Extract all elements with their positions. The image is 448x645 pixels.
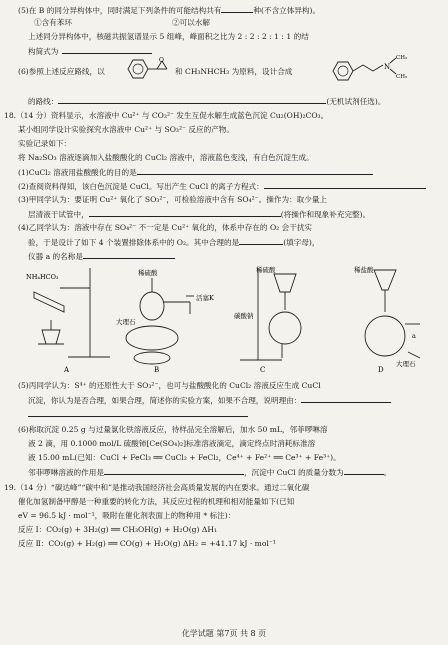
q18-q6a: (6)称取沉淀 0.25 g 与过量氯化铁溶液反应，待样品完全溶解后，加水 50 mL，邻菲啰啉溶	[18, 425, 328, 434]
svg-text:NH₄HCO₃: NH₄HCO₃	[26, 273, 59, 281]
q17-p5-line2: 上述同分异构体中，核磁共振氢谱显示 5 组峰，峰面积之比为 2 : 2 : 2 : 1 : 1 的结	[28, 32, 309, 41]
answer-blank	[221, 4, 253, 13]
q18-q6d	[28, 466, 448, 478]
apparatus-figure	[20, 262, 430, 374]
answer-blank	[104, 466, 244, 475]
q18-q5c	[28, 408, 448, 420]
target-amine-structure	[330, 50, 430, 84]
svg-text:碳酸钠: 碳酸钠	[234, 312, 254, 320]
q18-q4c	[28, 250, 448, 262]
answer-blank	[137, 166, 373, 175]
svg-text:CH₃: CH₃	[396, 74, 408, 80]
text: 层清液于试管中，	[28, 210, 89, 219]
q19-r1: 反应 Ⅰ：CO₂(g) + 3H₂(g) ══ CH₃OH(g) + H₂O(g) ΔH₁	[18, 525, 218, 534]
text: (1)CuCl₂ 溶液用盐酸酸化的目的是	[18, 168, 137, 177]
q18-q2	[18, 180, 448, 192]
q18-q5a: (5)丙同学认为：S⁴⁺ 的还原性大于 SO₃²⁻，也可与盐酸酸化的 CuCl₂ 溶液反应生成 CuCl	[18, 381, 321, 390]
text: (5)在 B 的同分异构体中，同时满足下列条件的可能结构共有	[18, 6, 222, 15]
svg-text:A: A	[64, 366, 70, 374]
q18-record: 实验记录如下：	[18, 139, 72, 148]
q18-intro2: 某小组同学设计实验探究水溶液中 Cu²⁺ 与 SO₃²⁻ 反应的产物。	[18, 125, 234, 134]
text: (6)参照上述反应路线，以	[18, 67, 105, 76]
answer-blank	[62, 45, 152, 54]
q19-r2: 反应 Ⅱ：CO₂(g) + H₂(g) ══ CO(g) + H₂O(g) ΔH₂ = +41.17 kJ · mol⁻¹	[18, 539, 276, 548]
svg-text:a: a	[412, 332, 416, 340]
answer-blank	[264, 180, 426, 189]
q17-p5-line1	[18, 4, 448, 16]
q18-q5b	[28, 394, 448, 406]
svg-text:活塞K: 活塞K	[196, 294, 214, 302]
text: 。	[383, 468, 392, 477]
text: 沉淀，你认为是否合理，如果合理，简述你的实验方案，如果不合理，说明理由：	[28, 396, 302, 405]
q19-l2: 催化加氢制备甲醇是一种重要的转化方法，其反应过程的机理和相对能量如下(已知	[18, 497, 295, 506]
q18-q4b	[28, 236, 448, 248]
q18-q3b	[28, 208, 448, 220]
svg-text:大理石: 大理石	[396, 360, 416, 368]
svg-text:稀硫酸: 稀硫酸	[256, 266, 276, 274]
text: (2)查阅资料得知，该白色沉淀是 CuCl。写出产生 CuCl 的离子方程式：	[18, 182, 264, 191]
answer-blank	[58, 95, 326, 104]
svg-text:稀硫酸: 稀硫酸	[138, 269, 158, 277]
text: (无机试剂任选)。	[326, 97, 386, 106]
q19-l1: 19.（14 分）“碳达峰”“碳中和”是推动我国经济社会高质量发展的内在要求。通过二氧化碳	[4, 483, 310, 492]
text: (填字母)，	[283, 238, 320, 247]
answer-blank	[89, 208, 281, 217]
svg-text:大理石: 大理石	[116, 318, 136, 326]
svg-text:O: O	[159, 57, 164, 64]
q18-q3a: (3)甲同学认为：要证明 Cu²⁺ 氧化了 SO₃²⁻，可检验溶液中含有 SO₄²⁻。操作为：取少量上	[18, 195, 328, 204]
q19-l3: eV = 96.5 kJ · mol⁻¹，吸附在催化剂表面上的物种用 * 标注)：	[18, 511, 236, 520]
text: 种(不含立体异构)。	[253, 6, 321, 15]
text: 仪器 a 的名称是	[28, 252, 83, 261]
q18-q6c: 液 15.00 mL(已知：CuCl + FeCl₃ ══ CuCl₂ + FeCl₂，Ce⁴⁺ + Fe²⁺ ══ Ce³⁺ + Fe³⁺)。	[28, 453, 341, 462]
page-footer: 化学试题 第7页 共 8 页	[181, 629, 267, 638]
q17-p6-mid: 和 CH₃NHCH₃ 为原料，设计合成	[175, 67, 293, 76]
svg-text:D: D	[378, 366, 384, 374]
text: 构简式为	[28, 47, 59, 56]
answer-blank	[83, 250, 175, 259]
q18-q4a: (4)乙同学认为：溶液中存在 SO₄²⁻ 不一定是 Cu²⁺ 氧化的，体系中存在的 O₂ 会干扰实	[18, 223, 313, 232]
svg-text:CH₃: CH₃	[396, 55, 408, 61]
answer-blank	[344, 466, 384, 475]
q18-q1	[18, 166, 448, 178]
answer-blank	[28, 408, 248, 417]
svg-text:C: C	[260, 366, 266, 374]
answer-blank	[301, 394, 391, 403]
text: 的路线：	[28, 97, 59, 106]
q18-intro1: 18.（14 分）资料显示，水溶液中 Cu²⁺ 与 CO₃²⁻ 发生互促水解生成蓝色沉淀 Cu₂(OH)₂CO₃。	[4, 111, 329, 120]
svg-text:N: N	[384, 63, 391, 71]
q18-q6b: 液 2 滴，用 0.1000 mol/L 硫酸铈[Ce(SO₄)₂]标准溶液滴定，滴定终点时消耗标准溶	[28, 439, 316, 448]
text: (将操作和现象补充完整)。	[280, 210, 371, 219]
svg-text:B: B	[154, 366, 160, 374]
svg-text:稀盐酸: 稀盐酸	[354, 266, 374, 274]
text: 邻菲啰啉溶液的作用是	[28, 468, 104, 477]
text: ，沉淀中 CuCl 的质量分数为	[243, 468, 344, 477]
q17-p6-route	[28, 95, 448, 107]
answer-blank	[239, 236, 283, 245]
q17-p5-opt1: ①含有苯环	[34, 18, 72, 27]
q17-p5-opt2: ②可以水解	[172, 18, 210, 27]
q18-exp: 将 Na₂SO₃ 溶液逐滴加入盐酸酸化的 CuCl₂ 溶液中，溶液蓝色变浅，有白色沉淀生成。	[18, 153, 314, 162]
text: 验，于是设计了如下 4 个装置排除体系中的 O₂。其中合理的是	[28, 238, 240, 247]
